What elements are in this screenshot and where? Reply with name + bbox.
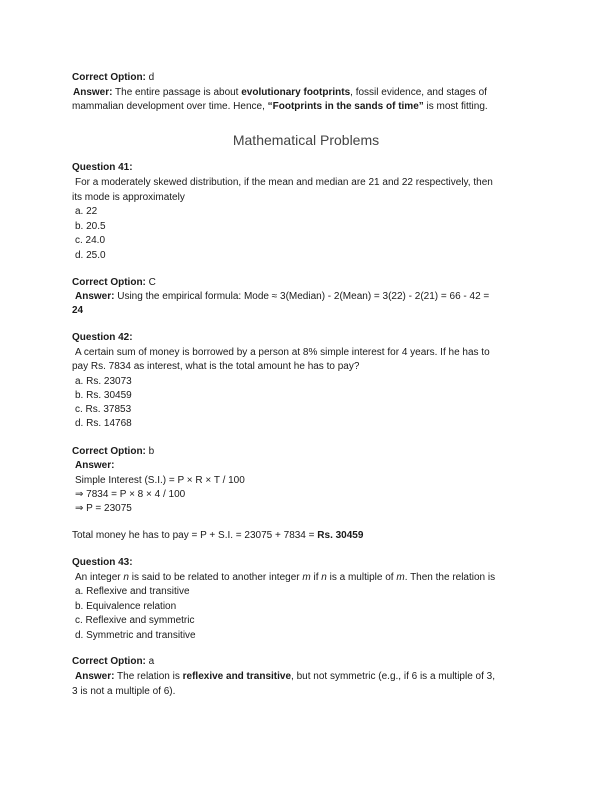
label: Answer: [75, 671, 115, 682]
text: An integer [75, 572, 124, 583]
text: is said to be related to another integer [128, 572, 303, 583]
q41-title [72, 161, 133, 175]
q42-option-b: b. Rs. 30459 [75, 390, 132, 401]
text-bold: evolutionary footprints [241, 87, 351, 98]
q42-total [72, 529, 363, 543]
value: C [145, 277, 156, 288]
q42-correct-option [72, 445, 154, 459]
text: The entire passage is about [112, 87, 242, 98]
prev-correct-option [72, 71, 154, 85]
var-m: m [396, 572, 405, 583]
title: Question 41: [72, 162, 133, 173]
section-title: Mathematical Problems [232, 132, 380, 148]
q41-correct-option [72, 276, 156, 290]
title: Question 42: [72, 332, 133, 343]
q43-option-a: a. Reflexive and transitive [75, 586, 190, 597]
q43-title [72, 556, 133, 570]
label: Correct Option: [72, 446, 146, 457]
text-bold: “Footprints in the sands of time” [267, 101, 424, 112]
text: Total money he has to pay = P + S.I. = 23075 + 7834 = [72, 530, 318, 541]
q42-step-1: Simple Interest (S.I.) = P × R × T / 100 [75, 475, 245, 486]
text: is a multiple of [326, 572, 397, 583]
label: Correct Option: [72, 277, 146, 288]
q42-step-2: ⇒ 7834 = P × 8 × 4 / 100 [75, 489, 186, 500]
q42-text-line2: pay Rs. 7834 as interest, what is the total amount he has to pay? [72, 361, 360, 372]
value: d [145, 72, 155, 83]
label: Answer: [73, 87, 113, 98]
q43-answer-line1 [75, 670, 495, 684]
q42-option-d: d. Rs. 14768 [75, 418, 132, 429]
q43-text [75, 571, 495, 585]
label: Answer: [75, 291, 115, 302]
q43-option-d: d. Symmetric and transitive [75, 630, 196, 641]
q41-answer-line1 [75, 290, 489, 304]
var-n: n [123, 572, 129, 583]
prev-answer-line2 [72, 100, 488, 114]
q42-option-a: a. Rs. 23073 [75, 376, 132, 387]
text: , but not symmetric (e.g., if 6 is a multiple of 3, [291, 671, 495, 682]
q42-option-c: c. Rs. 37853 [75, 404, 132, 415]
title: Question 43: [72, 557, 133, 568]
q42-step-3: ⇒ P = 23075 [75, 503, 132, 514]
q41-text-line2: its mode is approximately [72, 192, 185, 203]
q41-option-b: b. 20.5 [75, 221, 106, 232]
text-bold: reflexive and transitive [182, 671, 292, 682]
value: b [145, 446, 155, 457]
text: The relation is [114, 671, 183, 682]
text: . Then the relation is [404, 572, 496, 583]
q41-text-line1: For a moderately skewed distribution, if the mean and median are 21 and 22 respectively, then [75, 177, 493, 188]
q41-option-c: c. 24.0 [75, 235, 106, 246]
q43-option-b: b. Equivalence relation [75, 601, 177, 612]
q41-answer-line2 [72, 304, 83, 318]
q42-title [72, 331, 133, 345]
q42-answer-label [75, 459, 114, 473]
q43-correct-option [72, 655, 154, 669]
q43-answer-line2: 3 is not a multiple of 6). [72, 686, 176, 697]
q41-option-a: a. 22 [75, 206, 98, 217]
label: Answer: [75, 460, 115, 471]
q41-option-d: d. 25.0 [75, 250, 106, 261]
text-bold: 24 [72, 305, 84, 316]
label: Correct Option: [72, 656, 146, 667]
text: Using the empirical formula: Mode ≈ 3(Median) - 2(Mean) = 3(22) - 2(21) = 66 - 42 = [114, 291, 490, 302]
text: if [310, 572, 322, 583]
prev-answer-line1 [73, 86, 487, 100]
text: , fossil evidence, and stages of [350, 87, 487, 98]
text: mammalian development over time. Hence, [72, 101, 268, 112]
text: is most fitting. [423, 101, 488, 112]
var-m: m [302, 572, 311, 583]
text-bold: Rs. 30459 [317, 530, 364, 541]
var-n: n [321, 572, 327, 583]
q43-option-c: c. Reflexive and symmetric [75, 615, 195, 626]
q42-text-line1: A certain sum of money is borrowed by a person at 8% simple interest for 4 years. If he has to [75, 347, 490, 358]
label: Correct Option: [72, 72, 146, 83]
value: a [145, 656, 155, 667]
